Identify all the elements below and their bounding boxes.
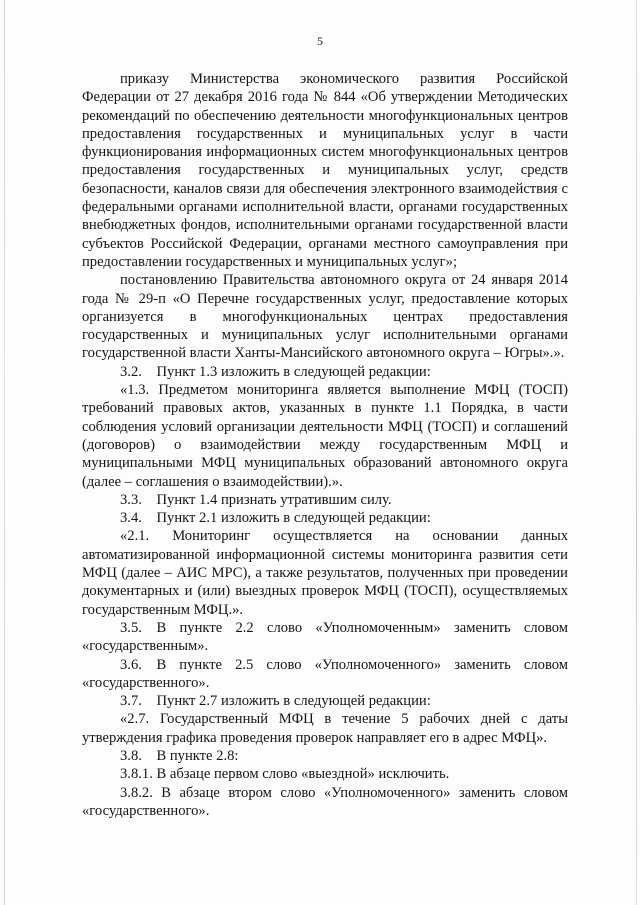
scan-right-edge (636, 0, 637, 905)
paragraph: 3.8.2. В абзаце втором слово «Уполномоченного» заменить словом «государственного». (82, 784, 568, 819)
paragraph: 3.3. Пункт 1.4 признать утратившим силу. (120, 491, 392, 508)
paragraph: 3.8. В пункте 2.8: (120, 747, 239, 764)
paragraph: «2.7. Государственный МФЦ в течение 5 рабочих дней с даты утверждения графика проведения проверок направляет его в адрес МФЦ». (82, 711, 568, 746)
paragraph: 3.4. Пункт 2.1 изложить в следующей редакции: (120, 510, 431, 527)
paragraph: 3.6. В пункте 2.5 слово «Уполномоченного» заменить словом «государственного». (82, 656, 568, 691)
paragraph: «2.1. Мониторинг осуществляется на основании данных автоматизированной информационной системы мониторинга развития сети МФЦ (далее – АИС МРС), а также результатов, полученных при проведении документарных и (или) выездных проверок МФЦ (ТОСП), осуществляемых государственным МФЦ.». (82, 528, 568, 618)
paragraph: 3.8.1. В абзаце первом слово «выездной» исключить. (120, 766, 450, 783)
scan-left-edge (4, 0, 5, 905)
paragraph: приказу Министерства экономического развития Российской Федерации от 27 декабря 2016 года № 844 «Об утверждении Методических рекомендаций по обеспечению деятельности многофункциональных центров предоставления государственных и муниципальных услуг в части функционирования информационных систем многофункциональных центров предоставления государственных и муниципальных услуг, средств безопасности, каналов связи для обеспечения электронного взаимодействия с федеральными органами исполнительной власти, органами государственных внебюджетных фондов, исполнительными органами государственной власти субъектов Российской Федерации, органами местного самоуправления при предоставлении государственных и муниципальных услуг»; (82, 71, 568, 270)
paragraph: 3.2. Пункт 1.3 изложить в следующей редакции: (120, 363, 431, 380)
paragraph: 3.7. Пункт 2.7 изложить в следующей редакции: (120, 693, 431, 710)
paragraph: «1.3. Предметом мониторинга является выполнение МФЦ (ТОСП) требований правовых актов, указанных в пункте 1.1 Порядка, в части соблюдения условий организации деятельности МФЦ (ТОСП) и соглашений (договоров) о взаимодействии между государственным МФЦ и муниципальными МФЦ муниципальных образований автономного округа (далее – соглашения о взаимодействии).». (82, 382, 568, 490)
page-number: 5 (317, 34, 323, 48)
paragraph: 3.5. В пункте 2.2 слово «Уполномоченным» заменить словом «государственным». (82, 619, 568, 655)
paragraph: постановлению Правительства автономного округа от 24 января 2014 года № 29-п «О Перечне государственных услуг, предоставление которых организуется в многофункциональных центрах предоставления государственных и муниципальных услуг исполнительными органами государственной власти Ханты-Мансийского автономного округа – Югры».». (82, 272, 568, 362)
document-body (82, 70, 568, 820)
